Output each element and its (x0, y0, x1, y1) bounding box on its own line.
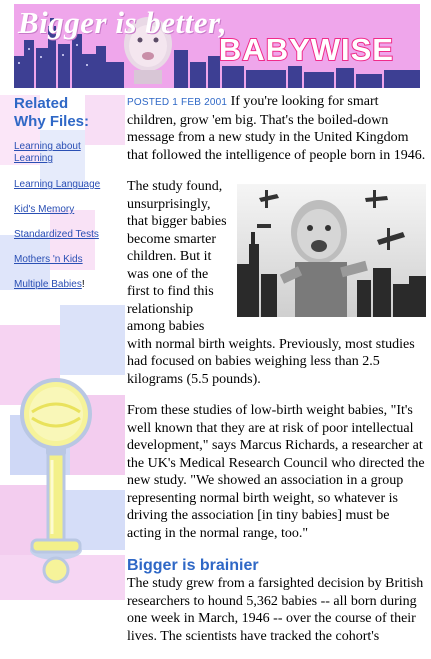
sidebar-heading (14, 95, 119, 131)
article-paragraph-4: The study grew from a farsighted decision by British researchers to hound 5,362 babies -- all born during one week in March, 1946 -- over the course of their lives. The scientists have tracked the cohort's (127, 576, 424, 644)
baby-rattle-icon (18, 374, 104, 584)
sidebar-link-learning-about-learning[interactable]: Learning about Learning (14, 141, 81, 164)
related-files-sidebar (14, 95, 119, 291)
sidebar-link-suffix: ! (81, 279, 85, 290)
sidebar-link-learning-language[interactable]: Learning Language (14, 179, 101, 190)
sidebar-last-item (14, 279, 119, 291)
sidebar-link-multiple-babies[interactable]: Multiple Babies (14, 279, 82, 290)
posted-date: POSTED 1 FEB 2001 (127, 97, 228, 108)
sidebar-link-mothers-n-kids[interactable]: Mothers 'n Kids (14, 254, 83, 265)
article-paragraph-2: The study found, unsurprisingly, that bigger babies become smarter children. But it was one of the first to find this relationship among babies with normal birth weights. Previously, most studies had focused on babies weighing less than 2.5 kilograms (5.5 pounds). (127, 179, 415, 387)
giant-baby-photo (237, 184, 426, 317)
banner-tagline: Bigger is better, (18, 5, 228, 40)
banner-brand-logo: BABYWISE (218, 32, 394, 67)
article-paragraph-1-text: If you're looking for smart children, grow 'em big. That's the boiled-down message from a new study in the United Kingdom that followed the intelligence of people born in 1946. (127, 94, 426, 163)
sidebar-heading-line2: Why Files: (14, 113, 90, 130)
sidebar-link-standardized-tests[interactable]: Standardized Tests (14, 229, 99, 240)
article-paragraph-3: From these studies of low-birth weight babies, "It's well known that they are at risk of poor intellectual development," says Marcus Richards, a researcher at the UK's Medical Research Council who directed the new study. "We showed an association in a group representing normal birth weight, so whatever is driving the association [in tiny babies] must be acting in the normal range, too." (127, 403, 425, 541)
article-body (127, 93, 426, 659)
article-paragraph-1 (127, 93, 426, 164)
site-banner[interactable] (14, 4, 420, 88)
section-subheading: Bigger is brainier (127, 557, 259, 574)
sidebar-link-kids-memory[interactable]: Kid's Memory (14, 204, 75, 215)
sidebar-heading-line1: Related (14, 95, 69, 112)
